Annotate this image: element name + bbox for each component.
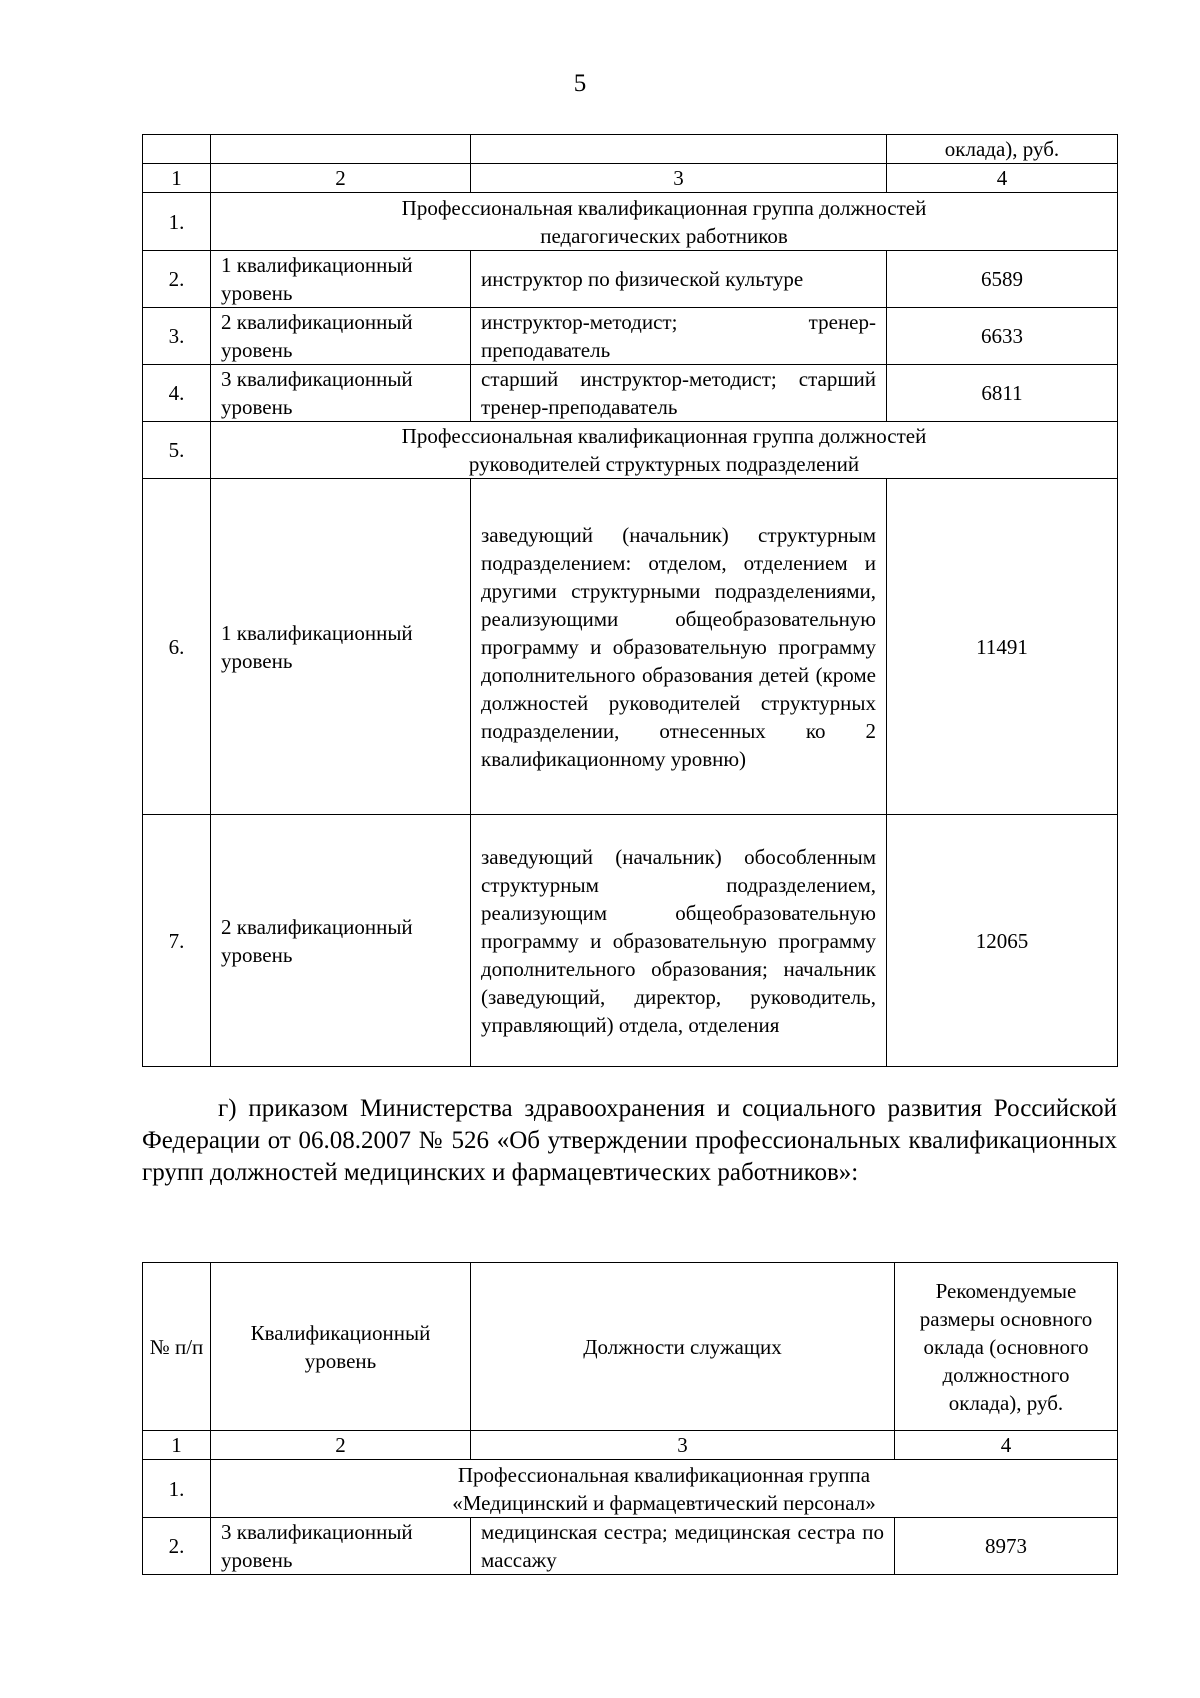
qualification-level: 1 квалификационный уровень: [211, 479, 471, 815]
group-title: Профессиональная квалификационная группа должностей педагогических работников: [211, 193, 1118, 251]
row-number: 1.: [143, 1460, 211, 1518]
table-header-tail-row: [143, 135, 1118, 164]
table-row: [143, 308, 1118, 365]
column-number: 4: [887, 164, 1118, 193]
table-row: [143, 1518, 1118, 1575]
row-number: 5.: [143, 422, 211, 479]
column-numbers-row: [143, 164, 1118, 193]
header-positions: Должности служащих: [471, 1263, 895, 1431]
medical-salary-table-body: [142, 1430, 1118, 1575]
group-title: Профессиональная квалификационная группа должностей руководителей структурных подразделений: [211, 422, 1118, 479]
row-number: 3.: [143, 308, 211, 365]
table-cell: [471, 135, 887, 164]
salary-value: 8973: [895, 1518, 1118, 1575]
row-number: 7.: [143, 815, 211, 1067]
column-number: 1: [143, 164, 211, 193]
positions: заведующий (начальник) структурным подразделением: отделом, отделением и другими структурными подразделениями, реализующими общеобразовательную программу и образовательную программу дополнительного образования детей (кроме должностей руководителей структурных подразделении, отнесенных ко 2 квалификационному уровню): [471, 479, 887, 815]
qualification-level: 2 квалификационный уровень: [211, 815, 471, 1067]
table-row: [143, 815, 1118, 1067]
table-cell: [143, 135, 211, 164]
column-number: 3: [471, 1431, 895, 1460]
table-row: [143, 479, 1118, 815]
page-number: 5: [573, 70, 587, 97]
qualification-level: 3 квалификационный уровень: [211, 1518, 471, 1575]
table-cell: оклада), руб.: [887, 135, 1118, 164]
table-cell: [211, 135, 471, 164]
table-row: [143, 251, 1118, 308]
qualification-level: 1 квалификационный уровень: [211, 251, 471, 308]
qualification-level: 2 квалификационный уровень: [211, 308, 471, 365]
salary-value: 6589: [887, 251, 1118, 308]
column-number: 4: [895, 1431, 1118, 1460]
salary-value: 11491: [887, 479, 1118, 815]
row-number: 2.: [143, 1518, 211, 1575]
table-row: [143, 365, 1118, 422]
row-number: 4.: [143, 365, 211, 422]
positions: заведующий (начальник) обособленным структурным подразделением, реализующим общеобразовательную программу и образовательную программу дополнительного образования; начальник (заведующий, директор, руководитель, управляющий) отдела, отделения: [471, 815, 887, 1067]
table-header-row: [143, 1263, 1118, 1431]
column-number: 3: [471, 164, 887, 193]
row-number: 6.: [143, 479, 211, 815]
row-number: 2.: [143, 251, 211, 308]
table-row-group: [143, 1460, 1118, 1518]
column-number: 1: [143, 1431, 211, 1460]
column-number: 2: [211, 164, 471, 193]
positions: старший инструктор-методист; старший тренер-преподаватель: [471, 365, 887, 422]
group-title: Профессиональная квалификационная группа «Медицинский и фармацевтический персонал»: [211, 1460, 1118, 1518]
salary-value: 6811: [887, 365, 1118, 422]
positions: инструктор по физической культуре: [471, 251, 887, 308]
table-row-group: [143, 193, 1118, 251]
header-level: Квалификационный уровень: [211, 1263, 471, 1431]
medical-salary-table-header: [142, 1262, 1118, 1431]
column-number: 2: [211, 1431, 471, 1460]
salary-value: 12065: [887, 815, 1118, 1067]
salary-value: 6633: [887, 308, 1118, 365]
salary-table-continued: [142, 134, 1118, 1067]
positions: инструктор-методист; тренер-преподаватель: [471, 308, 887, 365]
header-number: № п/п: [143, 1263, 211, 1431]
column-numbers-row: [143, 1431, 1118, 1460]
order-reference-paragraph: г) приказом Министерства здравоохранения и социального развития Российской Федерации от 06.08.2007 № 526 «Об утверждении профессиональных квалификационных групп должностей медицинских и фармацевтических работников»:: [142, 1095, 1117, 1186]
table-row-group: [143, 422, 1118, 479]
header-salary: Рекомендуемые размеры основного оклада (основного должностного оклада), руб.: [895, 1263, 1118, 1431]
row-number: 1.: [143, 193, 211, 251]
qualification-level: 3 квалификационный уровень: [211, 365, 471, 422]
positions: медицинская сестра; медицинская сестра по массажу: [471, 1518, 895, 1575]
